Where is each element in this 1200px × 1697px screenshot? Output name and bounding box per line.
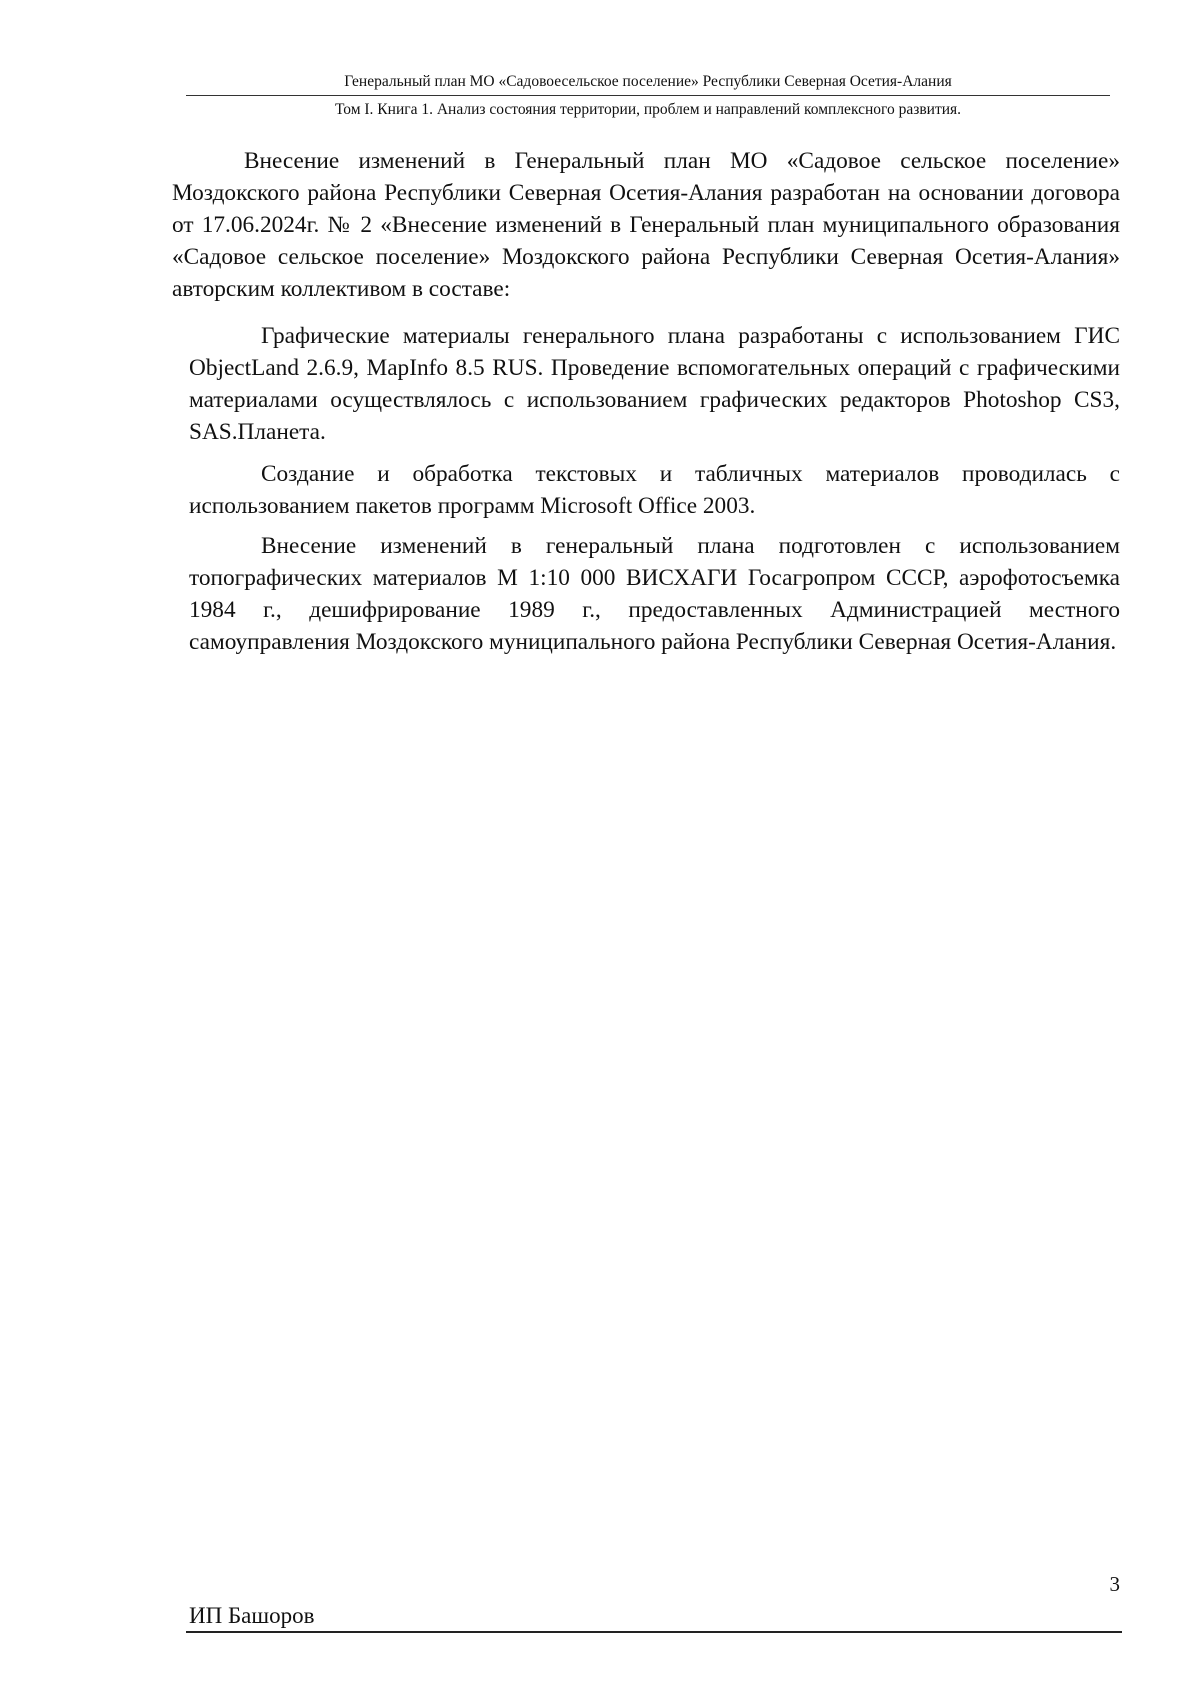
paragraph-intro: Внесение изменений в Генеральный план МО «Садовое сельское поселение» Моздокского района Республики Северная Осетия-Алания разработан на основании договора от 17.06.2024г. № 2 «Внесение изменений в Генеральный план муниципального образования «Садовое сельское поселение» Моздокского района Республики Северная Осетия-Алания» авторским коллективом в составе: bbox=[172, 148, 1120, 302]
paragraph-graphics-software: Графические материалы генерального плана разработаны с использованием ГИС ObjectLand 2.6.9, MapInfo 8.5 RUS. Проведение вспомогательных операций с графическими материалами осуществлялось с использованием графических редакторов Photoshop CS3, SAS.Планета. bbox=[189, 323, 1120, 445]
running-header-subtitle: Том I. Книга 1. Анализ состояния территории, проблем и направлений комплексного развития. bbox=[334, 101, 962, 118]
page-number: 3 bbox=[1109, 1572, 1120, 1596]
footer-divider bbox=[186, 1631, 1122, 1633]
running-header-title: Генеральный план МО «Садовоесельское поселение» Республики Северная Осетия-Алания bbox=[344, 73, 952, 90]
paragraph-text-software: Создание и обработка текстовых и табличных материалов проводилась с использованием пакетов программ Microsoft Office 2003. bbox=[189, 461, 1120, 519]
header-divider bbox=[186, 95, 1110, 96]
paragraph-topographic-materials: Внесение изменений в генеральный плана подготовлен с использованием топографических материалов М 1:10 000 ВИСХАГИ Госагропром СССР, аэрофотосъемка 1984 г., дешифрирование 1989 г., предоставленных Администрацией местного самоуправления Моздокского муниципального района Республики Северная Осетия-Алания. bbox=[189, 533, 1120, 655]
footer-author: ИП Башоров bbox=[189, 1603, 315, 1628]
